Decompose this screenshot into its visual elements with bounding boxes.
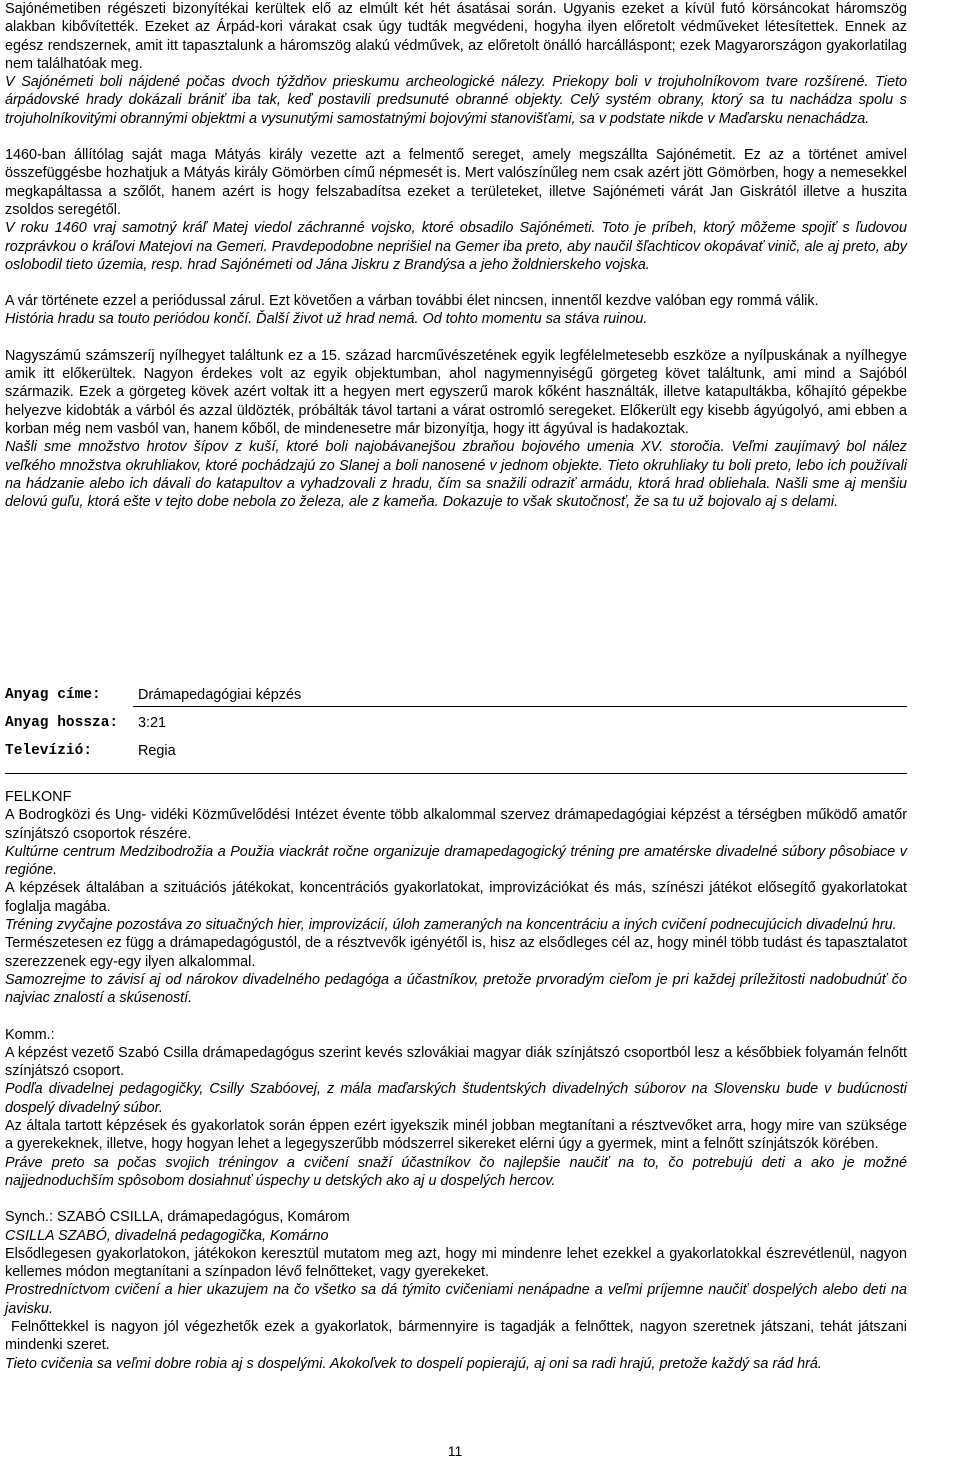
- section-divider: [5, 773, 907, 774]
- paragraph-hu: A képzések általában a szituációs játékokat, koncentrációs gyakorlatokat, improvizációkat és más, színészi játékot elősegítő gyakorlatokat foglalja magába.: [5, 880, 907, 915]
- paragraph-sk: V Sajónémeti boli nájdené počas dvoch týždňov prieskumu archeologické nálezy. Priekopy boli v trojuholníkovom tvare rozšírené. Tieto árpádovské hrady dokázali brániť iba tak, keď postavili predsunuté obranné objekty. Celý systém obrany, ktorý sa tu nachádza spolu s trojuholníkovitými obrannými objektmi a vysunutými samostatnými bojovými stanovišťami, sa v podstate nikde v Maďarsku nenachádza.: [5, 74, 907, 127]
- paragraph-sk: Našli sme množstvo hrotov šípov z kuší, ktoré boli najobávanejšou zbraňou bojového umenia XV. storočia. Veľmi zaujímavý bol nález veľkého množstva okruhliakov, ktoré pochádzajú zo Slanej a boli nanosené v jednom objekte. Tieto okruhliaky tu boli preto, lebo ich používali na hádzanie alebo ich dávali do katapultov a vyhadzovali z hradu, čím sa snažili odraziť armádu, ktorá hrad obliehala. Našli sme aj menšiu delovú guľu, ktorá ešte v tejto dobe nebola zo železa, ale z kameňa. Dokazuje to však skutočnosť, že sa tu už bojovalo aj s delami.: [5, 439, 907, 511]
- paragraph-hu: 1460-ban állítólag saját maga Mátyás király vezette azt a felmentő sereget, amely megszállta Sajónémetit. Ez az a történet amivel összefüggésbe hozhatjuk a Mátyás király Gömörben című népmesét is. Mert valószínűleg nem csak azért jött Gömörben, hogy a nemesekkel megkapáltassa a szőlőt, hanem azért is hogy felszabadítsa ezeket a területeket, illetve Sajónémeti várát Jan Giskrától illetve a huszita zsoldos seregétől.: [5, 147, 907, 218]
- title-underline: [133, 706, 907, 707]
- material-info: [5, 676, 907, 760]
- page-number: 11: [447, 1443, 463, 1459]
- komm-section: [5, 1026, 907, 1191]
- section-excavation: [5, 0, 907, 128]
- paragraph-hu: Az általa tartott képzések és gyakorlatok során éppen ezért igyekszik minél jobban megtanítani a résztvevőket arra, hogy mire van szüksége a gyerekeknek, illetve, hogy hogyan lehet a legegyszerűbb módszerrel sikereket elérni úgy a gyermek, mint a felnőtt színjátszók körében.: [5, 1118, 907, 1153]
- material-title-label: Anyag címe:: [5, 686, 101, 703]
- paragraph-sk: V roku 1460 vraj samotný kráľ Matej viedol záchranné vojsko, ktoré obsadilo Sajónémeti. Toto je príbeh, ktorý môžeme spojiť s ľudovou rozprávkou o kráľovi Matejovi na Gemeri. Pravdepodobne neprišiel na Gemer iba preto, aby naučil šľachticov okopávať vinič, ale aj preto, aby oslobodil tieto územia, resp. hrad Sajónémeti od Jána Jiskru z Brandýsa a jeho žoldnierskeho vojska.: [5, 220, 907, 273]
- felkonf-heading: FELKONF: [5, 789, 72, 805]
- television-label: Televízió:: [5, 742, 93, 759]
- material-length-label: Anyag hossza:: [5, 714, 119, 731]
- paragraph-sk: Prostredníctvom cvičení a hier ukazujem na čo všetko sa dá týmito cvičeniami nenápadne a veľmi príjemne naučiť dospelých alebo deti na javisku.: [5, 1282, 907, 1317]
- paragraph-sk: História hradu sa touto periódou končí. Ďalší život už hrad nemá. Od tohto momentu sa stáva ruinou.: [5, 311, 648, 328]
- paragraph-hu: A képzést vezető Szabó Csilla drámapedagógus szerint kevés szlovákiai magyar diák színjátszó csoportból lesz a későbbiek folyamán felnőtt színjátszó csoport.: [5, 1044, 907, 1080]
- paragraph-hu: Elsődlegesen gyakorlatokon, játékokon keresztül mutatom meg azt, hogy mi mindenre lehet ezekkel a gyakorlatokkal észrevétlenül, nagyon kellemes módon megtanítani a színpadon lévő felnőtteket, vagy gyerekeket.: [5, 1245, 907, 1281]
- television-value: Regia: [138, 742, 176, 759]
- report-script: [5, 788, 911, 1373]
- felkonf-section: [5, 788, 907, 1008]
- synch-speaker-hu: Synch.: SZABÓ CSILLA, drámapedagógus, Komárom: [5, 1209, 350, 1226]
- paragraph-hu: A Bodrogközi és Ung- vidéki Közművelődési Intézet évente több alkalommal szervez drámapedagógiai képzést a térségben működő amatőr színjátszó csoportok részére.: [5, 807, 907, 842]
- material-length-value: 3:21: [138, 714, 167, 731]
- paragraph-hu: Sajónémetiben régészeti bizonyítékai kerültek elő az elmúlt két hét ásatásai során. Ugyanis ezeket a kívül futó körsáncokat háromszög alakban kibővítették. Ezeket az Árpád-kori várakat csak úgy tudták megvédeni, hogyha ilyen előretolt védműveket létesítettek. Ennek az egész rendszernek, amit itt tapasztalunk a háromszög alakú védművek, az előretolt önálló harcálláspont; ezek Magyarországon gyakorlatilag nem találhatóak meg.: [5, 1, 907, 72]
- paragraph-hu: A vár története ezzel a periódussal zárul. Ezt követően a várban további élet nincsen, innentől kezdve valóban egy rommá válik.: [5, 293, 819, 310]
- paragraph-sk: Podľa divadelnej pedagogičky, Csilly Szabóovej, z mála maďarských študentských divadelných súborov na Slovensku bude v budúcnosti dospelý divadelný súbor.: [5, 1081, 907, 1116]
- synch-section: [5, 1208, 911, 1373]
- synch-speaker-sk: CSILLA SZABÓ, divadelná pedagogička, Komárno: [5, 1227, 329, 1244]
- komm-heading: Komm.:: [5, 1026, 55, 1043]
- paragraph-sk: Tieto cvičenia sa veľmi dobre robia aj s dospelými. Akokoľvek to dospelí popierajú, aj oni sa radi hrajú, pretože každý sa rád hrá.: [5, 1355, 822, 1372]
- material-title-row: [5, 676, 907, 704]
- paragraph-hu: Természetesen ez függ a drámapedagógustól, de a résztvevők igényétől is, hisz az elsődleges cél az, hogy minél több tudást és tapasztalatot szerezzenek egy-egy ilyen alkalommal.: [5, 935, 907, 970]
- material-length-row: [5, 704, 907, 732]
- paragraph-sk: Kultúrne centrum Medzibodrožia a Použia viackrát ročne organizuje dramapedagogický tréning pre amatérske divadelné súbory pôsobiace v regióne.: [5, 843, 907, 879]
- section-matyas: [5, 146, 907, 274]
- section-arrowheads: [5, 347, 907, 512]
- paragraph-sk: Samozrejme to závisí aj od nárokov divadelného pedagóga a účastníkov, pretože prvoradým cieľom je pri každej príležitosti nadobudnúť čo najviac znalostí a skúseností.: [5, 971, 907, 1007]
- paragraph-sk: Tréning zvyčajne pozostáva zo situačných hier, improvizácií, úloh zameraných na koncentráciu a iných cvičení podnecujúcich divadelnú hru.: [5, 917, 897, 934]
- television-row: [5, 732, 907, 760]
- paragraph-sk: Práve preto sa počas svojich tréningov a cvičení snaží účastníkov čo najlepšie naučiť na to, čo potrebujú deti a ako je možné najjednoduchším spôsobom dosiahnuť úspechy u detských ako aj u dospelých hercov.: [5, 1154, 907, 1189]
- section-castle-end: [5, 292, 907, 329]
- paragraph-hu: Felnőttekkel is nagyon jól végezhetők ezek a gyakorlatok, bármennyire is tagadják a felnőttek, nagyon szeretnek játszani, tehát játszani mindenki szeret.: [5, 1319, 911, 1354]
- document-body: [5, 0, 907, 529]
- material-title-value: Drámapedagógiai képzés: [138, 686, 302, 703]
- paragraph-hu: Nagyszámú számszeríj nyílhegyet találtunk ez a 15. század harcművészetének egyik legfélelmetesebb eszköze a nyílpuskának a nyílhegye amik itt előkerültek. Nagyon érdekes volt az egyik objektumban, ahol nagymennyiségű görgeteg követ találtunk, ami mind a Sajóból származik. Ezek a görgeteg kövek azért voltak itt a hegyen mert egyszerű marok kőként használták, illetve katapultákba, kőhajító gépekbe helyezve kidobták a várból és azzal üldözték, próbálták távol tartani a várat ostromló seregeket. Előkerült egy kisebb ágyúgolyó, ami ebben a korban még nem vasból van, hanem kőből, de mindenesetre már bizonyítja, hogy itt ágyúval is hadakoztak.: [5, 347, 907, 437]
